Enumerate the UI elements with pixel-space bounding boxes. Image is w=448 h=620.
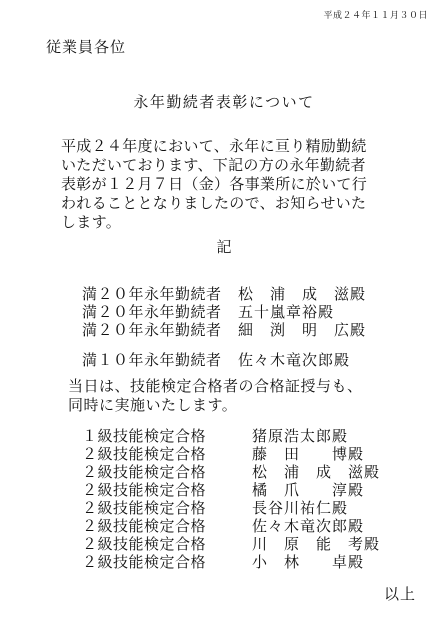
- notice-line: 当日は、技能検定合格者の合格証授与も、: [68, 377, 363, 395]
- body-line: 平成２４年度において、永年に亘り精励勤続: [61, 137, 367, 155]
- body-line: 表彰が１２月７日（金）各事業所に於いて行: [61, 175, 368, 193]
- award-name: 細 渕 明 広殿: [238, 321, 367, 339]
- qualification-grade: ２級技能検定合格: [82, 463, 207, 481]
- announcement-body: [61, 137, 367, 232]
- award-name: 松 浦 成 滋殿: [238, 285, 367, 303]
- qualification-name: 藤 田 博殿: [252, 445, 365, 463]
- body-line: いただいております、下記の方の永年勤続者: [61, 156, 366, 174]
- qualification-name: 橘 爪 淳殿: [252, 481, 365, 499]
- document-title: 永年勤続者表彰について: [133, 93, 315, 111]
- award-category: 満２０年永年勤続者: [82, 321, 222, 339]
- qualification-name: 長谷川祐仁殿: [252, 499, 349, 517]
- award-row: [82, 319, 366, 340]
- qualification-grade: ２級技能検定合格: [82, 499, 207, 517]
- qualification-grade: ２級技能検定合格: [82, 553, 207, 571]
- qualification-grade: １級技能検定合格: [82, 427, 207, 445]
- qualification-grade: ２級技能検定合格: [82, 535, 207, 553]
- qualification-name: 佐々木竜次郎殿: [252, 517, 365, 535]
- award-category: 満１０年永年勤続者: [82, 351, 222, 369]
- qualification-row: [82, 551, 364, 572]
- document-date: 平成２４年１１月３０日: [323, 11, 428, 21]
- qualification-name: 松 浦 成 滋殿: [252, 463, 381, 481]
- body-line: われることとなりましたので、お知らせいた: [61, 194, 367, 212]
- qualification-grade: ２級技能検定合格: [82, 481, 207, 499]
- qualification-name: 川 原 能 考殿: [252, 535, 381, 553]
- award-name: 佐々木竜次郎殿: [238, 351, 351, 369]
- closing-text: 以上: [383, 585, 416, 603]
- award-category: 満２０年永年勤続者: [82, 303, 222, 321]
- qualification-name: 猪原浩太郎殿: [252, 427, 349, 445]
- qualification-grade: ２級技能検定合格: [82, 517, 207, 535]
- award-row: [82, 349, 350, 370]
- award-name: 五十嵐章裕殿: [238, 303, 335, 321]
- body-line: します。: [61, 213, 122, 231]
- notice-text: [68, 377, 363, 415]
- qualification-name: 小 林 卓殿: [252, 553, 365, 571]
- notice-line: 同時に実施いたします。: [68, 396, 238, 414]
- addressee: 従業員各位: [46, 38, 127, 56]
- ki-heading: 記: [216, 238, 232, 256]
- qualification-grade: ２級技能検定合格: [82, 445, 207, 463]
- award-category: 満２０年永年勤続者: [82, 285, 222, 303]
